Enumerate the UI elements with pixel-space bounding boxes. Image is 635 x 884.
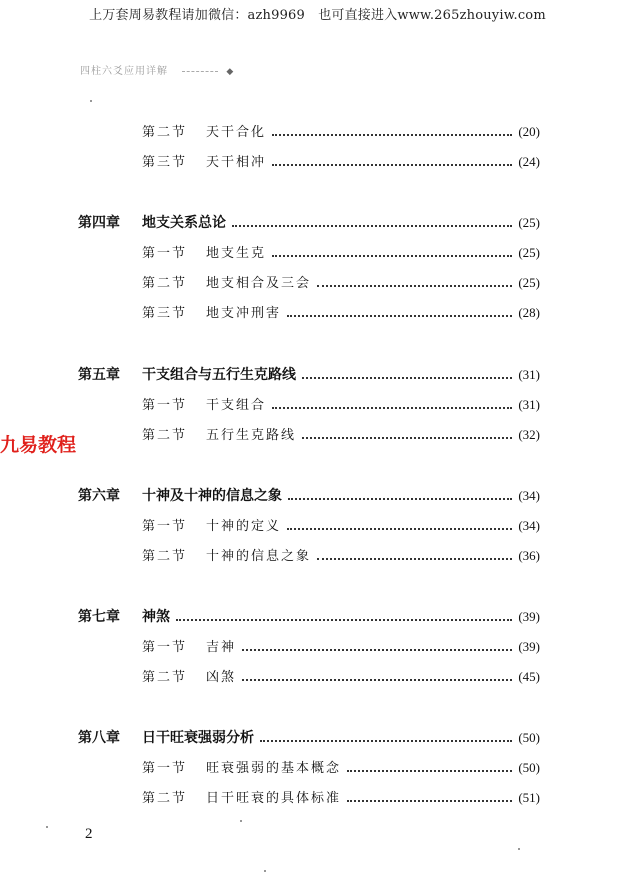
toc-number: 第二节 <box>142 791 188 806</box>
toc-number: 第一节 <box>142 246 188 261</box>
toc-title: 神煞 <box>142 609 170 625</box>
toc-page: (51) <box>518 790 540 805</box>
toc-number: 第一节 <box>142 640 188 655</box>
toc-leader-dots <box>272 255 512 257</box>
toc-title: 凶煞 <box>206 670 237 685</box>
toc-section-entry[interactable] <box>142 757 540 776</box>
toc-number: 第四章 <box>78 215 120 231</box>
toc-title: 日干旺衰的具体标准 <box>206 791 342 806</box>
toc-section-entry[interactable] <box>142 272 540 291</box>
toc-leader-dots <box>347 800 512 802</box>
toc-number: 第一节 <box>142 519 188 534</box>
scan-speck <box>46 826 48 828</box>
page-number: 2 <box>85 826 93 842</box>
toc-page: (34) <box>518 488 540 503</box>
toc-section-entry[interactable] <box>142 515 540 534</box>
toc-leader-dots <box>242 679 512 681</box>
toc-number: 第三节 <box>142 155 188 170</box>
toc-number: 第六章 <box>78 488 120 504</box>
running-head-title: 四柱六爻应用详解 <box>80 66 168 77</box>
toc-section-entry[interactable] <box>142 394 540 413</box>
toc-section-entry[interactable] <box>142 121 540 140</box>
toc-page: (20) <box>518 124 540 139</box>
toc-chapter-entry[interactable] <box>78 364 540 384</box>
toc-leader-dots <box>242 649 512 651</box>
toc-title: 五行生克路线 <box>206 428 297 443</box>
toc-page: (39) <box>518 639 540 654</box>
toc-number: 第三节 <box>142 306 188 321</box>
toc-number: 第二节 <box>142 549 188 564</box>
toc-chapter-entry[interactable] <box>78 212 540 232</box>
toc-page: (45) <box>518 669 540 684</box>
toc-section-entry[interactable] <box>142 424 540 443</box>
toc-title: 十神的定义 <box>206 519 282 534</box>
toc-page: (50) <box>518 760 540 775</box>
toc-page: (50) <box>518 730 540 745</box>
toc-leader-dots <box>272 134 512 136</box>
toc-number: 第八章 <box>78 730 120 746</box>
toc-number: 第二节 <box>142 276 188 291</box>
toc-leader-dots <box>287 315 512 317</box>
toc-title: 地支相合及三会 <box>206 276 312 291</box>
toc-chapter-entry[interactable] <box>78 727 540 747</box>
toc-title: 日干旺衰强弱分析 <box>142 730 254 746</box>
toc-section-entry[interactable] <box>142 545 540 564</box>
toc-page: (25) <box>518 245 540 260</box>
toc-leader-dots <box>260 740 512 742</box>
toc-title: 吉神 <box>206 640 237 655</box>
toc-page: (39) <box>518 609 540 624</box>
watermark-text: 上万套周易教程请加微信：azh9969 也可直接进入www.265zhouyiw.com <box>89 8 546 23</box>
toc-chapter-entry[interactable] <box>78 485 540 505</box>
toc-title: 十神及十神的信息之象 <box>142 488 282 504</box>
scan-speck <box>264 870 266 872</box>
diamond-icon: ◆ <box>226 67 235 77</box>
toc-number: 第一节 <box>142 398 188 413</box>
toc-leader-dots <box>288 498 512 500</box>
toc-title: 地支关系总论 <box>142 215 226 231</box>
toc-section-entry[interactable] <box>142 242 540 261</box>
scan-speck <box>90 100 92 102</box>
side-stamp: 九易教程 <box>0 434 77 456</box>
toc-title: 地支生克 <box>206 246 267 261</box>
toc-page: (31) <box>518 397 540 412</box>
toc-number: 第二节 <box>142 428 188 443</box>
toc-title: 旺衰强弱的基本概念 <box>206 761 342 776</box>
toc-leader-dots <box>302 377 512 379</box>
toc-title: 天干相冲 <box>206 155 267 170</box>
toc-leader-dots <box>302 437 512 439</box>
toc-leader-dots <box>347 770 512 772</box>
toc-leader-dots <box>232 225 512 227</box>
scan-speck <box>240 820 242 822</box>
toc-number: 第五章 <box>78 367 120 383</box>
toc-section-entry[interactable] <box>142 636 540 655</box>
toc-title: 天干合化 <box>206 125 267 140</box>
scan-speck <box>518 848 520 850</box>
toc-page: (25) <box>518 215 540 230</box>
toc-section-entry[interactable] <box>142 787 540 806</box>
toc-leader-dots <box>272 164 512 166</box>
toc-leader-dots <box>317 285 512 287</box>
toc-page: (28) <box>518 305 540 320</box>
toc-page: (34) <box>518 518 540 533</box>
toc-page: (32) <box>518 427 540 442</box>
toc-section-entry[interactable] <box>142 666 540 685</box>
toc-section-entry[interactable] <box>142 302 540 321</box>
toc-page: (24) <box>518 154 540 169</box>
toc-section-entry[interactable] <box>142 151 540 170</box>
toc-page: (36) <box>518 548 540 563</box>
toc-title: 干支组合 <box>206 398 267 413</box>
toc-leader-dots <box>272 407 512 409</box>
toc-title: 十神的信息之象 <box>206 549 312 564</box>
toc-title: 地支冲刑害 <box>206 306 282 321</box>
toc-page: (31) <box>518 367 540 382</box>
toc-title: 干支组合与五行生克路线 <box>142 367 296 383</box>
toc-number: 第七章 <box>78 609 120 625</box>
toc-number: 第二节 <box>142 125 188 140</box>
toc-leader-dots <box>317 558 512 560</box>
toc-leader-dots <box>176 619 512 621</box>
running-head <box>80 62 234 77</box>
toc-number: 第一节 <box>142 761 188 776</box>
running-head-rule <box>182 71 218 72</box>
toc-leader-dots <box>287 528 512 530</box>
toc-number: 第二节 <box>142 670 188 685</box>
toc-chapter-entry[interactable] <box>78 606 540 626</box>
toc-page: (25) <box>518 275 540 290</box>
